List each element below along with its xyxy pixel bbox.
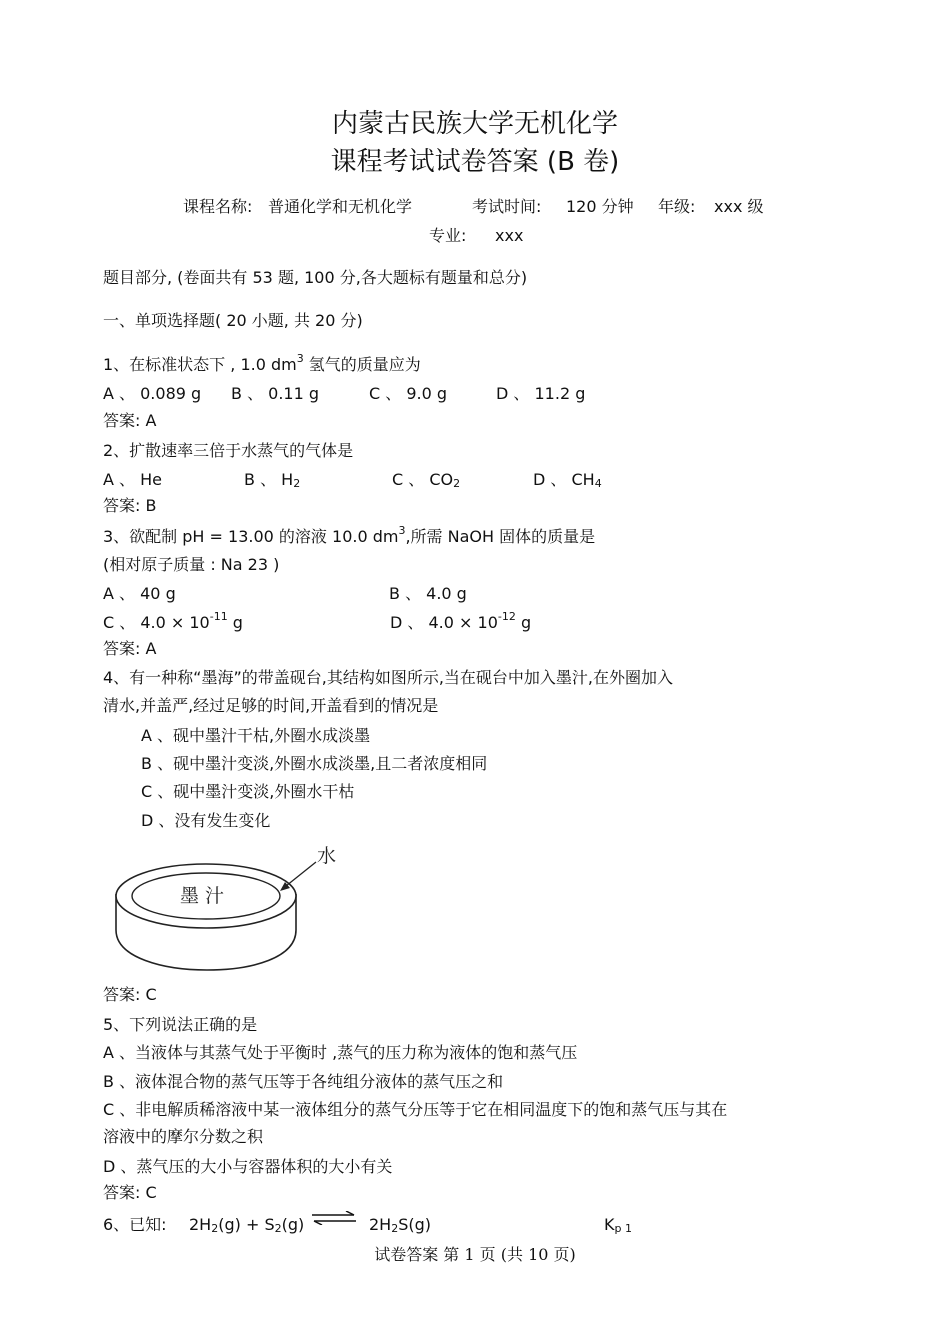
section-heading: 一、单项选择题( 20 小题, 共 20 分) bbox=[103, 311, 363, 330]
q3-option-c: C 、 $4.0 \times 10^{-11}$ g bbox=[103, 610, 243, 632]
q5-option-a: A 、当液体与其蒸气处于平衡时 ,蒸气的压力称为液体的饱和蒸气压 bbox=[103, 1043, 578, 1062]
figure-water-label: 水 bbox=[317, 845, 337, 867]
q3-option-d: D 、 $4.0 \times 10^{-12}$ g bbox=[390, 610, 532, 632]
q5-answer: 答案: C bbox=[103, 1183, 157, 1202]
q1-option-b: B 、 0.11 g bbox=[231, 384, 320, 403]
q5-option-b: B 、液体混合物的蒸气压等于各纯组分液体的蒸气压之和 bbox=[103, 1072, 504, 1091]
question-2-stem: 2、扩散速率三倍于水蒸气的气体是 bbox=[103, 441, 354, 460]
question-4-stem-line2: 清水,并盖严,经过足够的时间,开盖看到的情况是 bbox=[103, 696, 439, 715]
q1-option-c: C 、 9.0 g bbox=[369, 384, 448, 403]
q1-option-d: D 、 11.2 g bbox=[496, 384, 586, 403]
q6-product: 2H2S(g) bbox=[369, 1215, 432, 1235]
doc-title-line1: 内蒙古民族大学无机化学 bbox=[331, 109, 618, 139]
q5-option-c-line1: C 、非电解质稀溶液中某一液体组分的蒸气分压等于它在相同温度下的饱和蒸气压与其在 bbox=[103, 1100, 728, 1119]
question-1-stem: 1、在标准状态下 , 1.0 $dm^3$ 氢气的质量应为 bbox=[103, 352, 421, 374]
q5-option-c-line2: 溶液中的摩尔分数之积 bbox=[103, 1127, 264, 1146]
q3-option-b: B 、 4.0 g bbox=[389, 584, 467, 603]
grade-value: xxx 级 bbox=[714, 197, 764, 216]
major-label: 专业: bbox=[429, 226, 467, 245]
q3-option-a: A 、 40 g bbox=[103, 584, 176, 603]
q6-reactants: 2H2(g) + S2(g) bbox=[189, 1215, 305, 1235]
q6-kp1: Kp 1 bbox=[604, 1215, 632, 1235]
q2-option-d: D 、 CH4 bbox=[533, 470, 602, 490]
q2-option-a: A 、 He bbox=[103, 470, 162, 489]
q3-note: (相对原子质量 : Na 23 ) bbox=[103, 555, 280, 574]
q1-option-a: A 、 0.089 g bbox=[103, 384, 202, 403]
grade-label: 年级: bbox=[658, 197, 696, 216]
q2-answer: 答案: B bbox=[103, 496, 157, 515]
q1-answer: 答案: A bbox=[103, 411, 157, 430]
q2-option-b: B 、 H2 bbox=[244, 470, 301, 490]
q4-option-a: A 、砚中墨汁干枯,外圈水成淡墨 bbox=[141, 726, 371, 745]
question-4-stem-line1: 4、有一种称“墨海”的带盖砚台,其结构如图所示,当在砚台中加入墨汁,在外圈加入 bbox=[103, 668, 674, 687]
doc-title-line2: 课程考试试卷答案 (B 卷) bbox=[330, 147, 620, 177]
question-3-stem: 3、欲配制 pH = 13.00 的溶液 10.0 $dm^3$,所需 NaOH 固体的质量是 bbox=[103, 524, 596, 546]
page-footer: 试卷答案 第 1 页 (共 10 页) bbox=[374, 1245, 576, 1264]
q2-option-c: C 、 CO2 bbox=[392, 470, 461, 490]
q4-option-d: D 、没有发生变化 bbox=[141, 811, 271, 830]
major-value: xxx bbox=[495, 226, 524, 245]
course-name-value: 普通化学和无机化学 bbox=[268, 197, 413, 216]
q4-option-b: B 、砚中墨汁变淡,外圈水成淡墨,且二者浓度相同 bbox=[141, 754, 488, 773]
equilibrium-arrow-icon bbox=[310, 1211, 358, 1225]
question-5-stem: 5、下列说法正确的是 bbox=[103, 1015, 258, 1034]
exam-time-value: 120 分钟 bbox=[566, 197, 634, 216]
q5-option-d: D 、蒸气压的大小与容器体积的大小有关 bbox=[103, 1157, 393, 1176]
q4-answer: 答案: C bbox=[103, 985, 157, 1004]
q4-option-c: C 、砚中墨汁变淡,外圈水干枯 bbox=[141, 782, 355, 801]
ink-stone-figure bbox=[104, 838, 354, 974]
q3-answer: 答案: A bbox=[103, 639, 157, 658]
intro-line: 题目部分, (卷面共有 53 题, 100 分,各大题标有题量和总分) bbox=[103, 268, 528, 287]
figure-ink-label: 墨 汁 bbox=[180, 885, 225, 907]
exam-time-label: 考试时间: bbox=[472, 197, 542, 216]
course-name-label: 课程名称: bbox=[183, 197, 253, 216]
question-6-label: 6、已知: bbox=[103, 1215, 167, 1234]
